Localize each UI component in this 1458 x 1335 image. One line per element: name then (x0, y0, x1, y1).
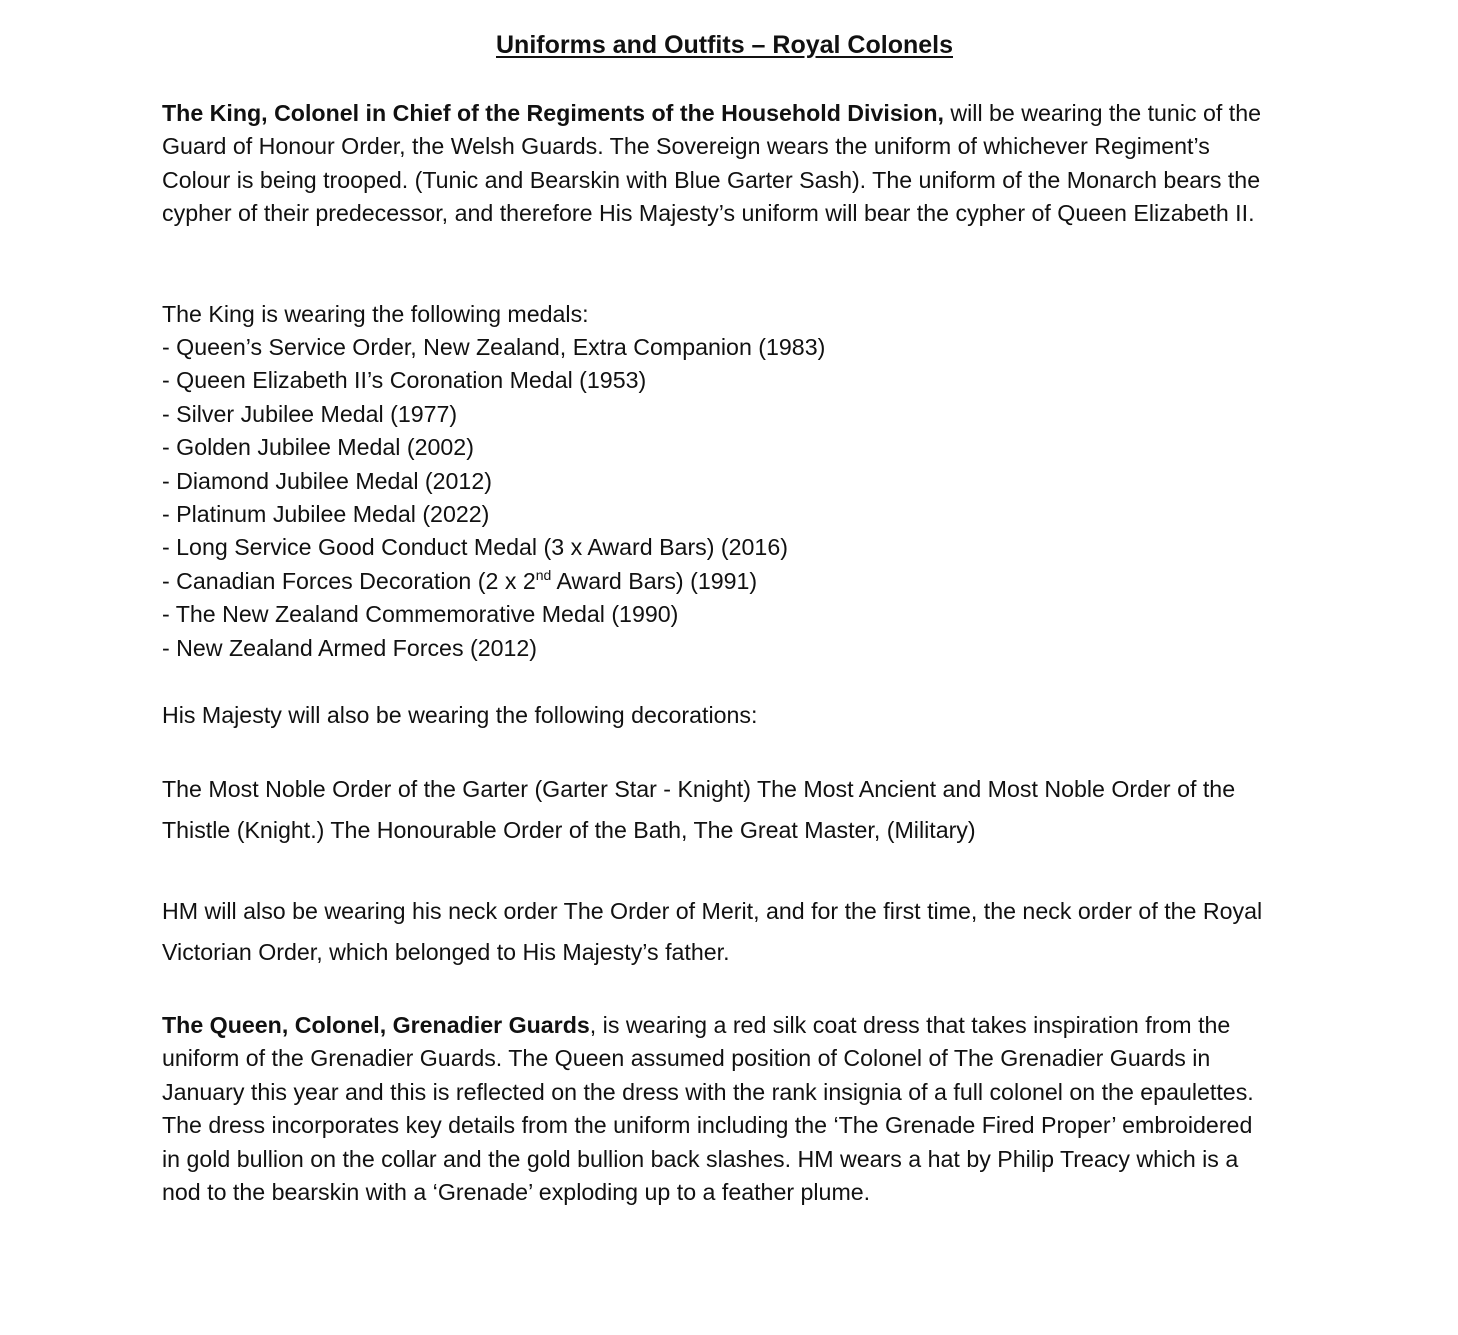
medal-item: - Diamond Jubilee Medal (2012) (162, 467, 492, 494)
queen-paragraph (162, 1009, 1272, 1209)
medals-intro: The King is wearing the following medals: (162, 301, 589, 327)
ordinal-superscript: nd (535, 566, 552, 583)
document-title: Uniforms and Outfits – Royal Colonels (496, 31, 953, 59)
medal-item: - New Zealand Armed Forces (2012) (162, 634, 538, 661)
medal-text-after: Award Bars) (1991) (551, 567, 758, 594)
medal-item: - Queen’s Service Order, New Zealand, Extra Companion (1983) (162, 334, 826, 360)
queen-paragraph-lead: The Queen, Colonel, Grenadier Guards (162, 1012, 590, 1038)
medal-item: - Platinum Jubilee Medal (2022) (162, 501, 490, 528)
medal-text-before: - Canadian Forces Decoration (2 x 2 (162, 567, 536, 594)
queen-paragraph-text: , is wearing a red silk coat dress that takes inspiration from the uniform of the Grenadier Guards. The Queen assumed position of Colonel of The Grenadier Guards in January this year and this is reflected on the dress with the rank insignia of a full colonel on the epaulettes. The dress incorporates key details from the uniform including the ‘The Grenade Fired Proper’ embroidered in gold bullion on the collar and the gold bullion back slashes. HM wears a hat by Philip Treacy which is a nod to the bearskin with a ‘Grenade’ exploding up to a feather plume. (162, 1012, 1254, 1206)
medal-item: - Long Service Good Conduct Medal (3 x Award Bars) (2016) (162, 534, 788, 561)
decorations-text: The Most Noble Order of the Garter (Garter Star - Knight) The Most Ancient and Most Noble Order of the Thistle (Knight.) The Honourable Order of the Bath, The Great Master, (Military) (162, 776, 1236, 843)
neck-order-text: HM will also be wearing his neck order The Order of Merit, and for the first time, the neck order of the Royal Victorian Order, which belonged to His Majesty’s father. (162, 898, 1263, 965)
king-paragraph-text: will be wearing the tunic of the Guard of Honour Order, the Welsh Guards. The Sovereign wears the uniform of whichever Regiment’s Colour is being trooped. (Tunic and Bearskin with Blue Garter Sash). The uniform of the Monarch bears the cypher of their predecessor, and therefore His Majesty’s uniform will bear the cypher of Queen Elizabeth II. (162, 100, 1262, 227)
medal-item: - Queen Elizabeth II’s Coronation Medal (1953) (162, 367, 647, 394)
medal-item: - The New Zealand Commemorative Medal (1990) (162, 601, 679, 628)
king-paragraph-lead: The King, Colonel in Chief of the Regiments of the Household Division, (162, 100, 944, 126)
medal-item: - Silver Jubilee Medal (1977) (162, 400, 458, 427)
medals-list (162, 331, 1272, 665)
medal-item: - Golden Jubilee Medal (2002) (162, 434, 474, 461)
king-paragraph (162, 97, 1272, 231)
medal-item-canadian (162, 565, 1272, 598)
decorations-intro: His Majesty will also be wearing the following decorations: (162, 702, 758, 728)
